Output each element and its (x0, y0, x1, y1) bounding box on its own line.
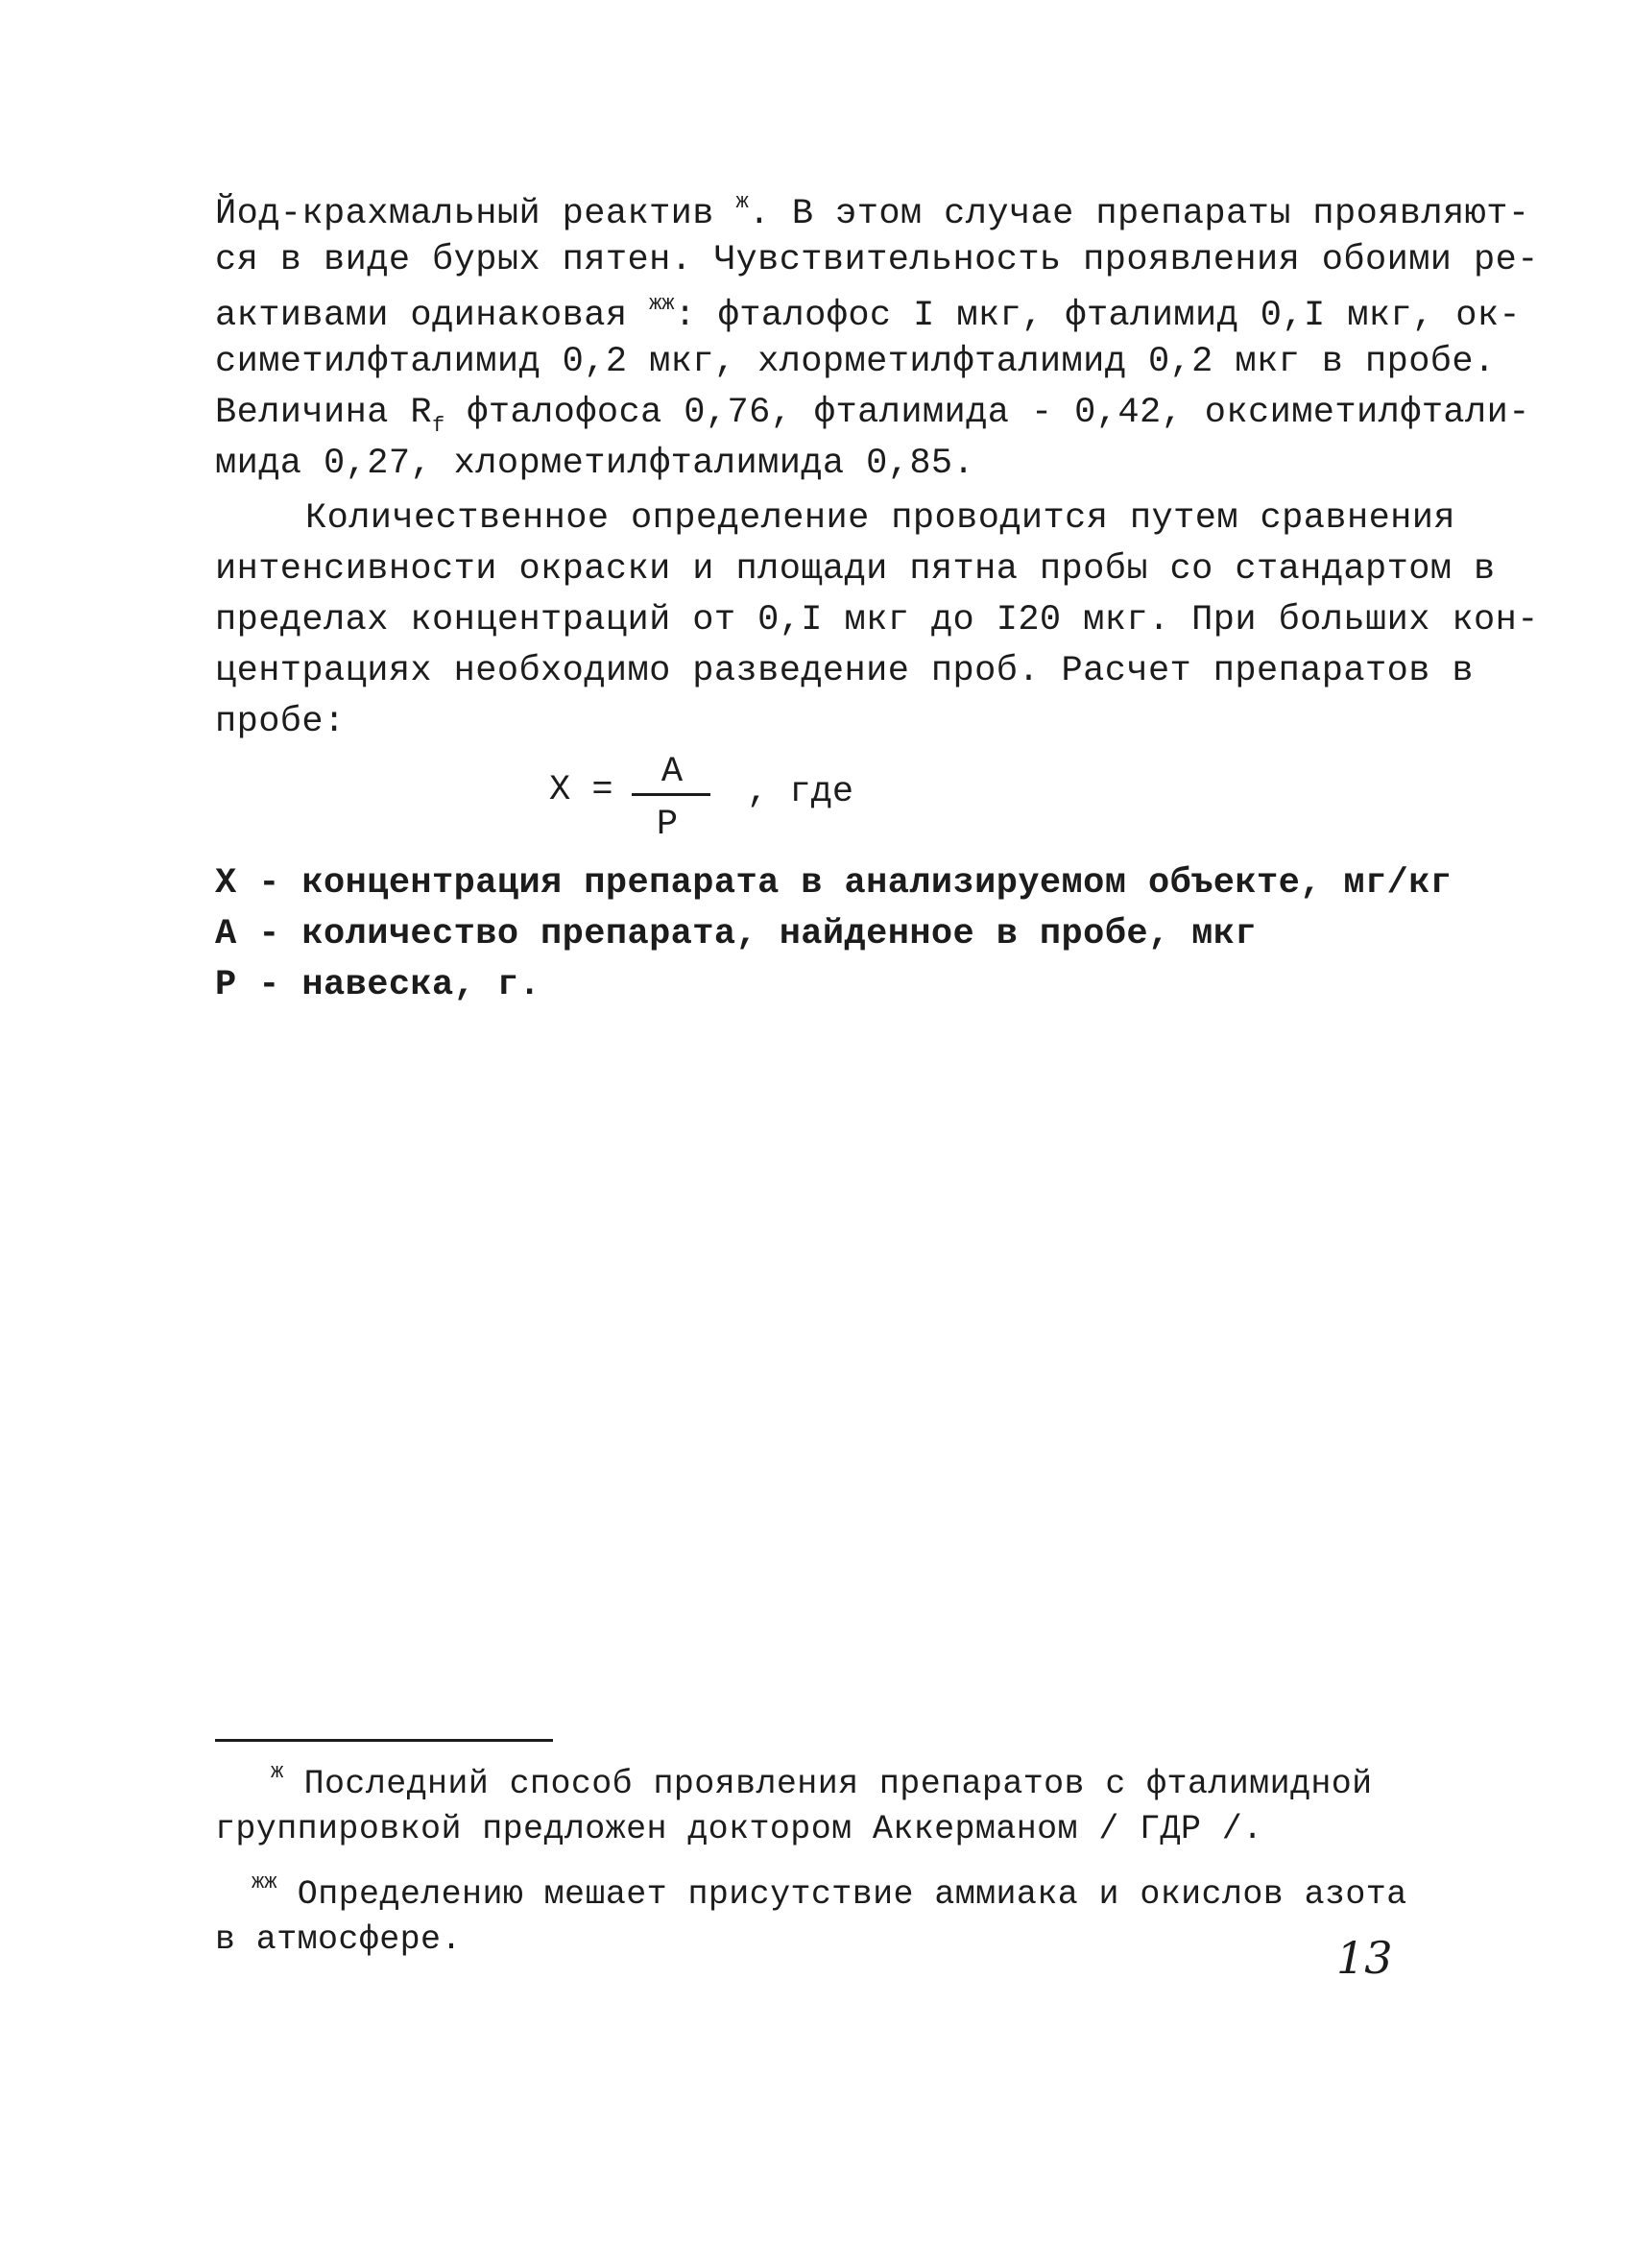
text-line: Величина $R_f$ фталофоса 0,76, фталимида - 0,42, оксиметилфтали- (215, 393, 1530, 438)
footnote-2-line: в атмосфере. (215, 1920, 462, 1959)
footnote-2-line: $^{жж}$ Определению мешает присутствие аммиака и окислов азота (252, 1870, 1407, 1914)
fraction-bar (632, 793, 710, 796)
formula-suffix: , где (747, 772, 854, 812)
text-line: интенсивности окраски и площади пятна пробы со стандартом в (215, 549, 1496, 590)
footnote-marker: ж (735, 190, 749, 214)
page-number: 13 (1336, 1932, 1393, 1984)
footnote-marker: ж (271, 1760, 284, 1784)
text-line: Йод-крахмальный реактив $^ж$. В этом случае препараты проявляют- (215, 190, 1530, 234)
text-line: ся в виде бурых пятен. Чувствительность проявления обоими ре- (215, 240, 1539, 280)
text-line: центрациях необходимо разведение проб. Расчет препаратов в (215, 651, 1475, 691)
footnote-divider (215, 1739, 553, 1742)
formula-denominator: P (656, 805, 679, 845)
footnote-1-line: $^ж$ Последний способ проявления препаратов с фталимидной (271, 1760, 1373, 1803)
text-line: Количественное определение проводится путем сравнения (305, 498, 1455, 539)
formula-numerator: A (660, 752, 684, 792)
formula-lhs: X = (549, 770, 613, 810)
text-line: пределах концентраций от 0,I мкг до I20 мкг. При больших кон- (215, 600, 1539, 640)
text-line: симетилфталимид 0,2 мкг, хлорметилфталимид 0,2 мкг в пробе. (215, 342, 1496, 382)
footnote-marker: жж (252, 1870, 277, 1894)
legend-x: X - концентрация препарата в анализируемом объекте, мг/кг (215, 863, 1453, 904)
footnote-marker: жж (649, 292, 675, 316)
text-line: активами одинаковая $^{жж}$: фталофос I мкг, фталимид 0,I мкг, ок- (215, 292, 1522, 336)
legend-p: P - навеска, г. (215, 965, 541, 1005)
footnote-1-line: группировкой предложен доктором Аккерманом / ГДР /. (215, 1810, 1263, 1848)
text-line: мида 0,27, хлорметилфталимида 0,85. (215, 444, 975, 484)
legend-a: A - количество препарата, найденное в пробе, мкг (215, 914, 1257, 954)
text-line: пробе: (215, 702, 346, 742)
